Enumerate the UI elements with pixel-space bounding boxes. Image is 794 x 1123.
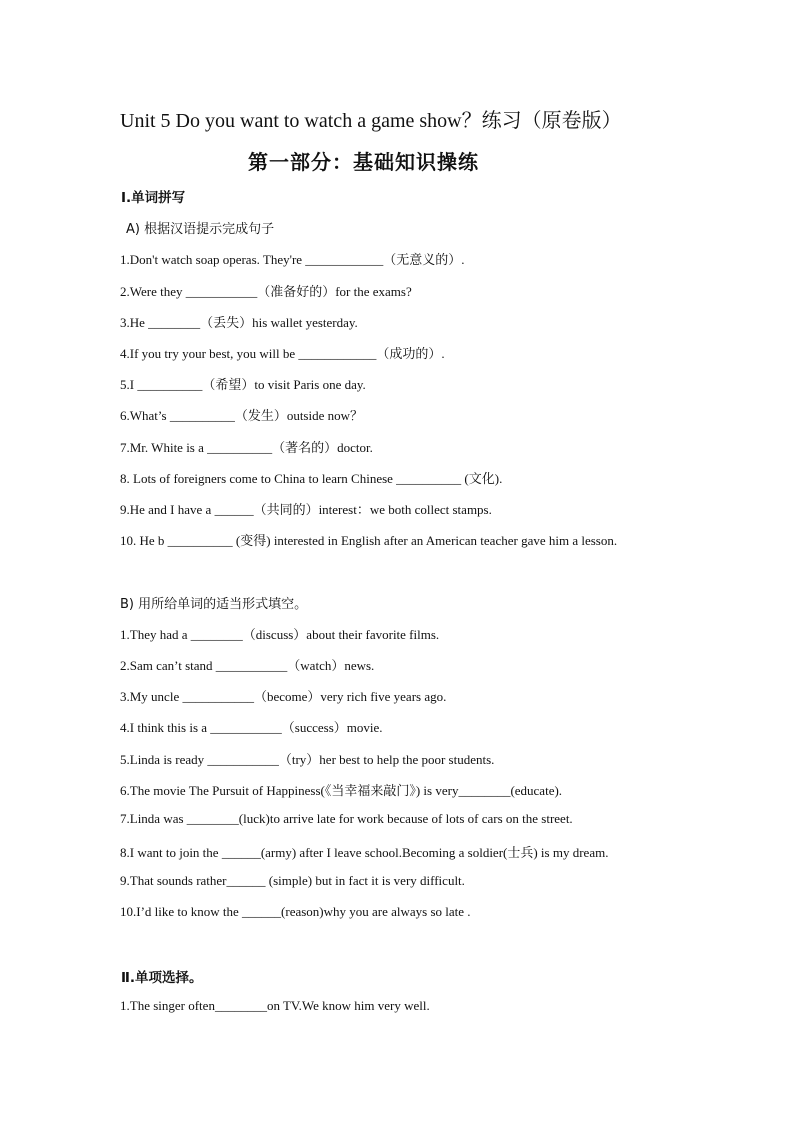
part-a-item-8: 8. Lots of foreigners come to China to learn Chinese __________ (文化). — [120, 471, 503, 486]
part-b-item-2: 2.Sam can’t stand ___________（watch）news. — [120, 658, 375, 673]
part-a-item-4: 4.If you try your best, you will be ____________（成功的）. — [120, 346, 445, 361]
section-2-heading: Ⅱ.单项选择。 — [121, 970, 203, 986]
part-b-item-9: 9.That sounds rather______ (simple) but in fact it is very difficult. — [120, 873, 465, 888]
part-b-item-3: 3.My uncle ___________（become）very rich five years ago. — [120, 689, 447, 704]
part-b-item-8: 8.I want to join the ______(army) after I leave school.Becoming a soldier(士兵) is my dream. — [120, 845, 609, 860]
page-subtitle: 第一部分：基础知识操练 — [248, 150, 479, 174]
part-a-item-5: 5.I __________（希望）to visit Paris one day. — [120, 377, 366, 392]
part-b-item-1: 1.They had a ________（discuss）about their favorite films. — [120, 627, 440, 642]
part-a-item-2: 2.Were they ___________（准备好的）for the exams? — [120, 284, 412, 299]
section-1-heading: Ⅰ.单词拼写 — [121, 190, 186, 206]
part-a-item-3: 3.He ________（丢失）his wallet yesterday. — [120, 315, 358, 330]
part-a-item-6: 6.What’s __________（发生）outside now？ — [120, 408, 364, 423]
part-b-item-6: 6.The movie The Pursuit of Happiness(《当幸福来敲门》) is very________(educate). — [120, 783, 563, 798]
part-a-item-10: 10. He b __________ (变得) interested in English after an American teacher gave him a lesson. — [120, 533, 618, 548]
part-a-item-1: 1.Don't watch soap operas. They're ____________（无意义的）. — [120, 252, 465, 267]
part-a-item-9: 9.He and I have a ______（共同的）interest：we both collect stamps. — [120, 502, 492, 517]
part-b-heading: B) 用所给单词的适当形式填空。 — [120, 597, 308, 612]
part-b-item-5: 5.Linda is ready ___________（try）her best to help the poor students. — [120, 752, 495, 767]
part-a-item-7: 7.Mr. White is a __________（著名的）doctor. — [120, 440, 373, 455]
part-b-item-4: 4.I think this is a ___________（success）movie. — [120, 720, 383, 735]
part-b-item-10: 10.I’d like to know the ______(reason)why you are always so late . — [120, 904, 471, 919]
section-2-item-1: 1.The singer often________on TV.We know him very well. — [120, 998, 430, 1013]
page-title: Unit 5 Do you want to watch a game show？练习（原卷版） — [120, 110, 622, 132]
part-a-heading: A) 根据汉语提示完成句子 — [126, 222, 275, 237]
part-b-item-7: 7.Linda was ________(luck)to arrive late for work because of lots of cars on the street. — [120, 811, 573, 826]
